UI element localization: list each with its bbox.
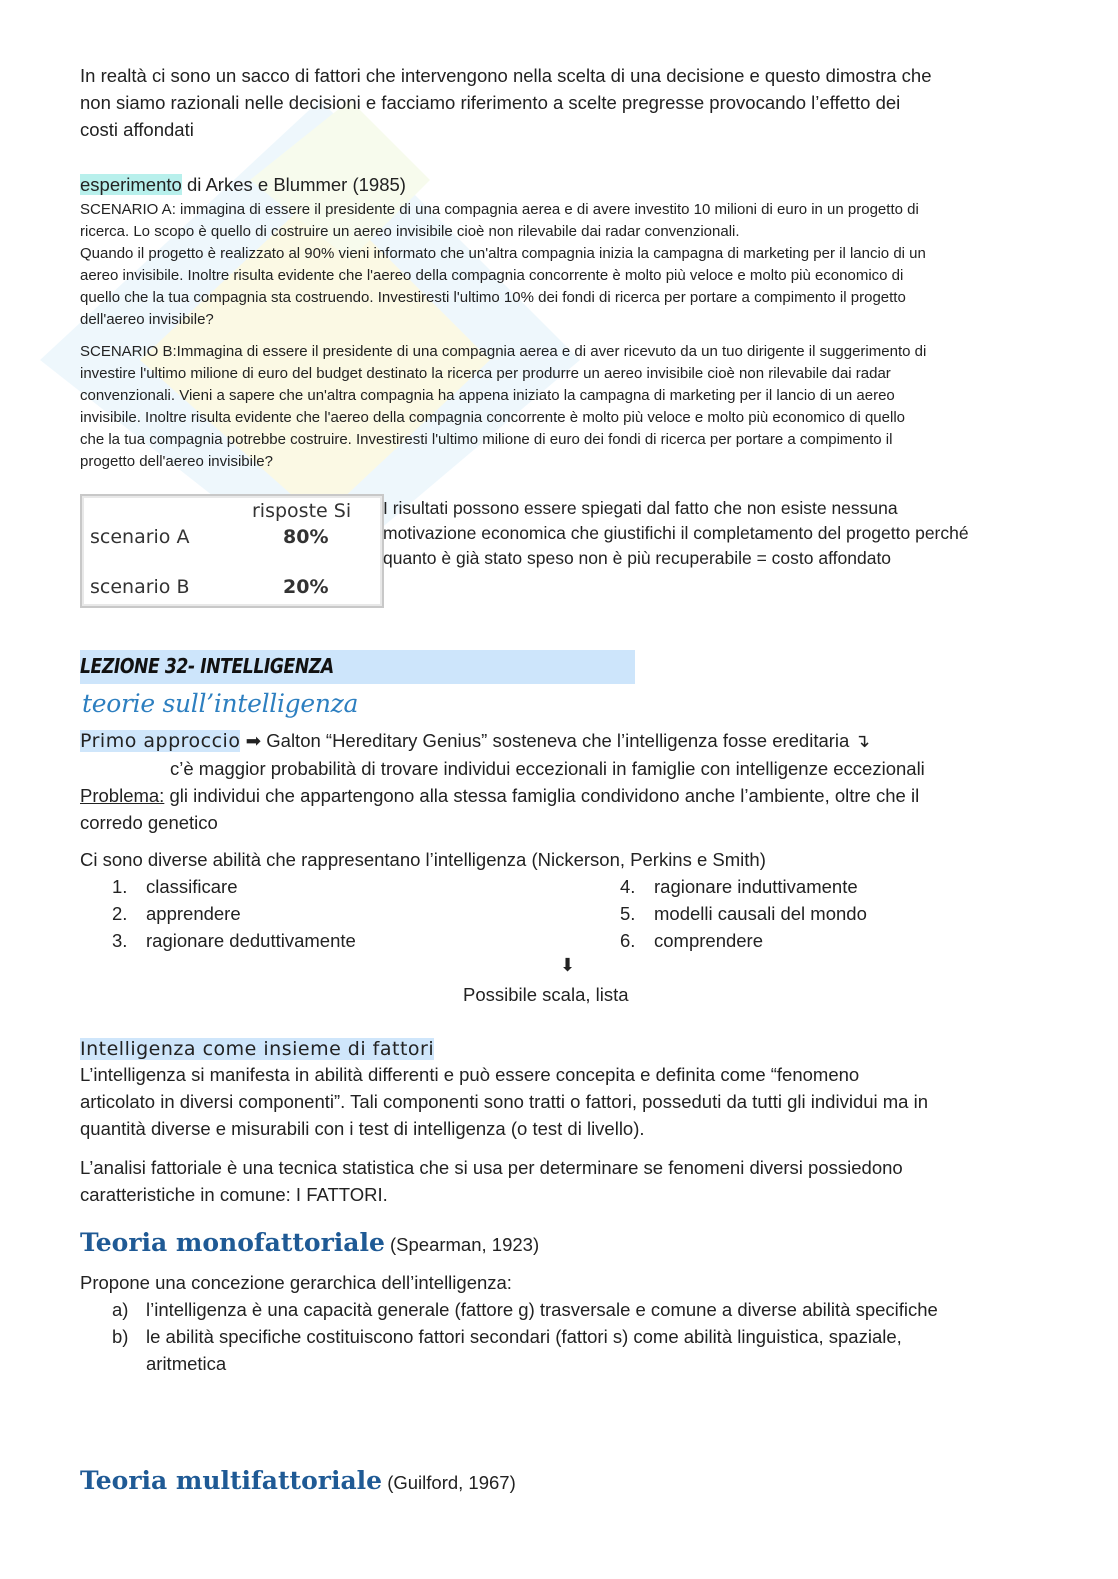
results-row-value: 80% (283, 526, 329, 548)
experiment-title-rest: di Arkes e Blummer (1985) (181, 174, 406, 195)
results-table (80, 494, 384, 608)
scenario-b-line: SCENARIO B:Immagina di essere il presidente di una compagnia aerea e di aver ricevuto da un tuo dirigente il suggerimento di (80, 343, 927, 360)
list-item: 2. apprendere (112, 903, 241, 924)
results-line: quanto è già stato speso non è più recuperabile = costo affondato (383, 548, 892, 568)
scenario-b-line: che la tua compagnia potrebbe costruire. Investiresti l'ultimo milione di euro dei fondi di ricerca per portare a compimento il (80, 431, 893, 448)
list-item: 5. modelli causali del mondo (620, 903, 867, 924)
problem-text: gli individui che appartengono alla stessa famiglia condividono anche l’ambiente, oltre che il (164, 785, 920, 806)
results-table-header: risposte Si (252, 500, 352, 522)
scenario-a-line: ricerca. Lo scopo è quello di costruire un aereo invisibile cioè non rilevabile dai radar convenzionali. (80, 223, 740, 240)
results-row-label: scenario A (90, 526, 190, 548)
scenario-b-line: progetto dell'aereo invisibile? (80, 453, 273, 470)
list-item: a) l’intelligenza è una capacità generale (fattore g) trasversale e comune a diverse abilità specifiche (112, 1299, 938, 1320)
mono-heading-block (80, 1228, 1040, 1257)
mono-heading: Teoria monofattoriale (80, 1228, 385, 1257)
multi-heading: Teoria multifattoriale (80, 1466, 383, 1495)
abilities-conclusion: Possibile scala, lista (463, 984, 629, 1005)
fattori-heading: Intelligenza come insieme di fattori (80, 1038, 435, 1060)
primo-approccio-label: Primo approccio (80, 730, 241, 752)
scenario-a-line: dell'aereo invisibile? (80, 311, 214, 328)
arrow-down-icon: ⬇ (560, 955, 576, 975)
abilities-intro-block (80, 846, 1040, 873)
list-item: 4. ragionare induttivamente (620, 876, 858, 897)
primo-indent: c’è maggior probabilità di trovare individui eccezionali in famiglie con intelligenze eccezionali (170, 758, 925, 779)
results-line: motivazione economica che giustifichi il completamento del progetto perché (383, 523, 969, 543)
primo-approccio (80, 727, 1070, 836)
lesson-subtitle: teorie sull’intelligenza (82, 689, 359, 718)
list-item-cont: aritmetica (146, 1353, 227, 1374)
paragraph-line: L’intelligenza si manifesta in abilità differenti e può essere concepita e definita come “fenomeno (80, 1064, 860, 1085)
list-item: 1. classificare (112, 876, 238, 897)
scenario-b-line: investire l'ultimo milione di euro del budget destinato la ricerca per produrre un aereo invisibile cioè non rilevabile dai radar (80, 365, 891, 382)
fattori-paragraph-2 (80, 1154, 1070, 1208)
results-row-label: scenario B (90, 576, 190, 598)
results-line: I risultati possono essere spiegati dal fatto che non esiste nessuna (383, 498, 898, 518)
scenario-a-line: quello che la tua compagnia sta costruendo. Investiresti l'ultimo 10% dei fondi di ricerca per portare a compimento il progetto (80, 289, 906, 306)
scenario-b-line: convenzionali. Vieni a sapere che un'altra compagnia ha appena iniziato la campagna di marketing per il lancio di un aereo (80, 387, 895, 404)
problem-text-cont: corredo genetico (80, 812, 218, 833)
primo-approccio-text: Galton “Hereditary Genius” sosteneva che l’intelligenza fosse ereditaria ↴ (261, 730, 870, 751)
list-item: 3. ragionare deduttivamente (112, 930, 356, 951)
scenario-b (80, 341, 1040, 473)
lesson-title: LEZIONE 32- INTELLIGENZA (80, 654, 334, 678)
experiment-title (80, 171, 1040, 198)
scenario-a (80, 199, 1040, 331)
paragraph-line: L’analisi fattoriale è una tecnica statistica che si usa per determinare se fenomeni diversi possiedono (80, 1157, 903, 1178)
list-item: 6. comprendere (620, 930, 764, 951)
results-explanation (383, 496, 1033, 571)
experiment-label: esperimento (80, 174, 182, 195)
scenario-a-line: SCENARIO A: immagina di essere il presidente di una compagnia aerea e di avere investito 10 milioni di euro in un progetto di (80, 201, 919, 218)
mono-intro: Propone una concezione gerarchica dell’intelligenza: (80, 1272, 512, 1293)
scenario-b-line: invisibile. Inoltre risulta evidente che l'aereo della compagnia concorrente è molto più veloce e molto più economico di quello (80, 409, 905, 426)
mono-intro-block (80, 1269, 1040, 1296)
fattori-heading-block (80, 1035, 1040, 1063)
intro-line: non siamo razionali nelle decisioni e facciamo riferimento a scelte pregresse provocando l’effetto dei (80, 92, 901, 113)
list-item: b) le abilità specifiche costituiscono fattori secondari (fattori s) come abilità linguistica, spaziale, (112, 1326, 902, 1347)
scenario-a-line: Quando il progetto è realizzato al 90% vieni informato che un'altra compagnia inizia la campagna di marketing per il lancio di un (80, 245, 926, 262)
paragraph-line: articolato in diversi componenti”. Tali componenti sono tratti o fattori, posseduti da tutti gli individui ma in (80, 1091, 929, 1112)
multi-heading-block (80, 1466, 1040, 1495)
abilities-intro: Ci sono diverse abilità che rappresentano l’intelligenza (Nickerson, Perkins e Smith) (80, 849, 766, 870)
mono-cite: (Spearman, 1923) (384, 1234, 540, 1255)
results-row-value: 20% (283, 576, 329, 598)
intro-paragraph (80, 62, 1040, 143)
paragraph-line: caratteristiche in comune: I FATTORI. (80, 1184, 388, 1205)
intro-line: costi affondati (80, 119, 194, 140)
multi-cite: (Guilford, 1967) (382, 1472, 516, 1493)
arrow-right-icon: ➡ (245, 730, 262, 751)
paragraph-line: quantità diverse e misurabili con i test di intelligenza (o test di livello). (80, 1118, 645, 1139)
scenario-a-line: aereo invisibile. Inoltre risulta evidente che l'aereo della compagnia concorrente è molto più veloce e molto più economico di (80, 267, 904, 284)
intro-line: In realtà ci sono un sacco di fattori che intervengono nella scelta di una decisione e questo dimostra che (80, 65, 932, 86)
problem-label: Problema: (80, 785, 165, 806)
fattori-paragraph-1 (80, 1061, 1070, 1142)
